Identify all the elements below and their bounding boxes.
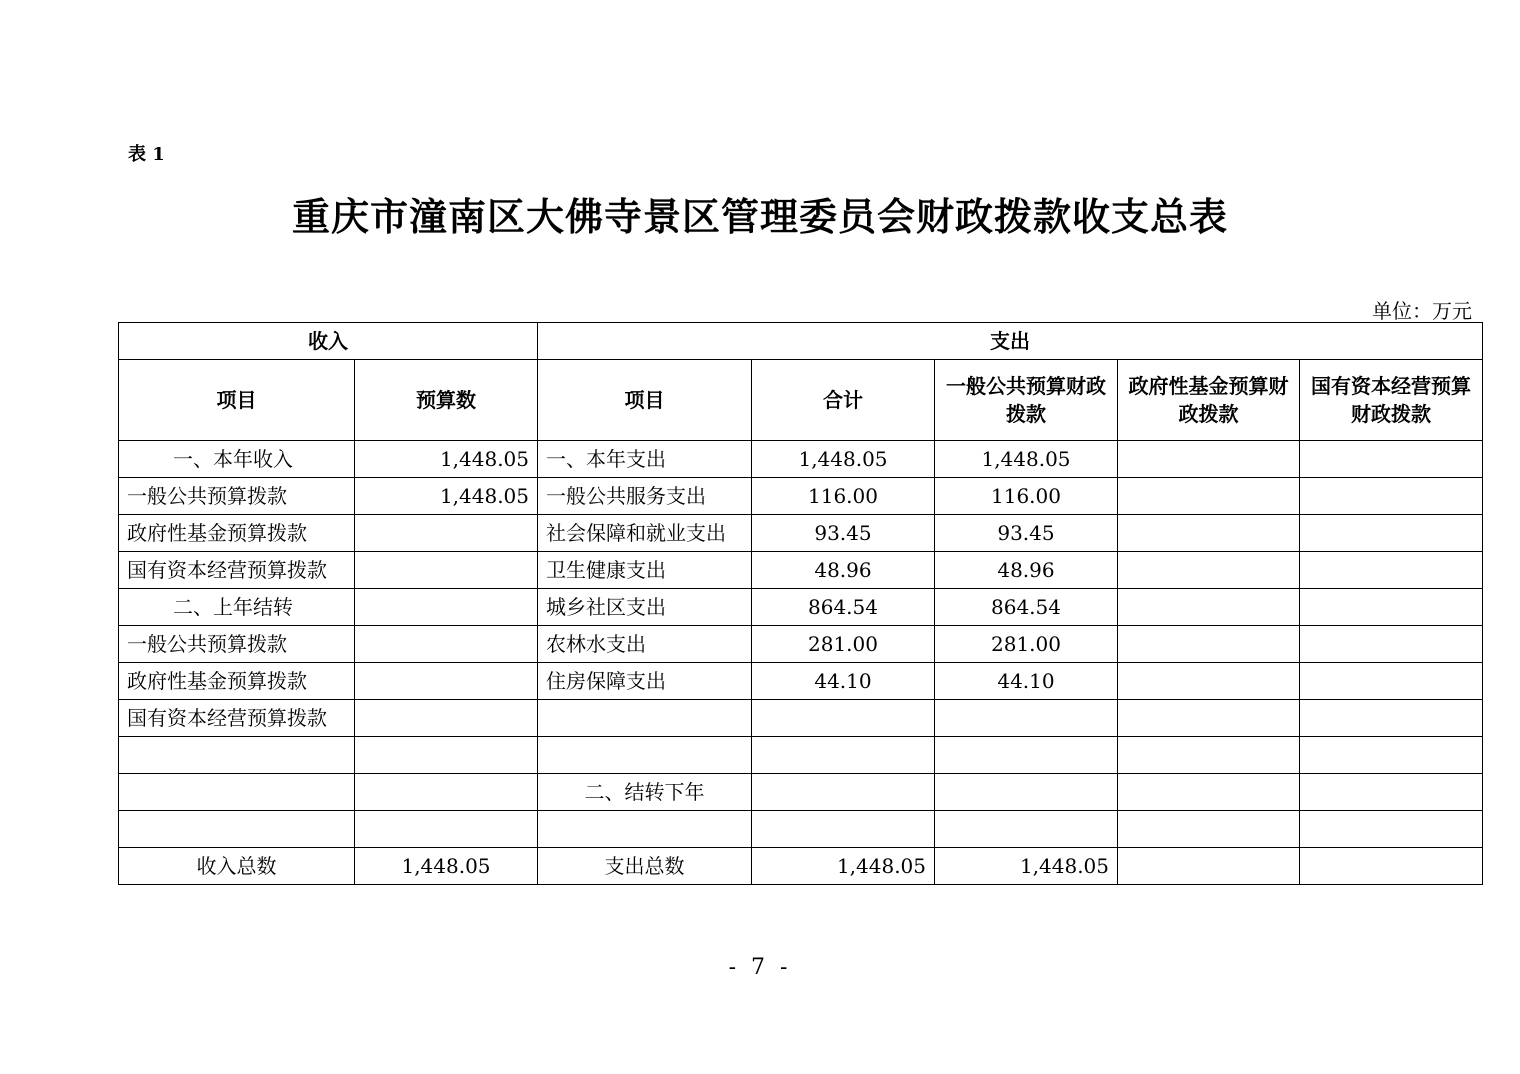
table-row <box>119 737 1483 774</box>
income-budget <box>355 811 538 848</box>
income-item: 二、上年结转 <box>119 589 355 626</box>
income-budget: 1,448.05 <box>355 478 538 515</box>
table-row <box>119 552 1483 589</box>
general-cell: 116.00 <box>935 478 1118 515</box>
table-row <box>119 626 1483 663</box>
income-total-label: 收入总数 <box>119 848 355 885</box>
general-cell: 1,448.05 <box>935 848 1118 885</box>
fund-cell <box>1118 663 1300 700</box>
fund-cell <box>1118 441 1300 478</box>
expense-group-header: 支出 <box>538 323 1483 360</box>
total-cell <box>752 700 935 737</box>
page-title: 重庆市潼南区大佛寺景区管理委员会财政拨款收支总表 <box>291 195 1228 239</box>
income-budget: 1,448.05 <box>355 441 538 478</box>
table-row <box>119 811 1483 848</box>
expense-item: 二、结转下年 <box>538 774 752 811</box>
expense-item: 住房保障支出 <box>538 663 752 700</box>
fund-cell <box>1118 737 1300 774</box>
capital-cell <box>1300 774 1483 811</box>
fund-cell <box>1118 552 1300 589</box>
capital-cell <box>1300 663 1483 700</box>
capital-cell <box>1300 478 1483 515</box>
fund-cell <box>1118 700 1300 737</box>
total-cell: 1,448.05 <box>752 441 935 478</box>
table-row <box>119 663 1483 700</box>
expense-item: 社会保障和就业支出 <box>538 515 752 552</box>
income-budget <box>355 589 538 626</box>
general-cell <box>935 774 1118 811</box>
total-cell: 48.96 <box>752 552 935 589</box>
income-group-header: 收入 <box>119 323 538 360</box>
general-cell <box>935 737 1118 774</box>
col-header-income-item: 项目 <box>119 360 355 441</box>
fund-cell <box>1118 478 1300 515</box>
income-item: 一般公共预算拨款 <box>119 478 355 515</box>
expense-item: 农林水支出 <box>538 626 752 663</box>
income-item: 政府性基金预算拨款 <box>119 515 355 552</box>
income-item <box>119 774 355 811</box>
total-cell: 1,448.05 <box>752 848 935 885</box>
capital-cell <box>1300 552 1483 589</box>
col-header-total: 合计 <box>752 360 935 441</box>
expense-item <box>538 737 752 774</box>
income-item: 一般公共预算拨款 <box>119 626 355 663</box>
table-row <box>119 441 1483 478</box>
total-cell: 93.45 <box>752 515 935 552</box>
table-row-totals <box>119 848 1483 885</box>
expense-item <box>538 700 752 737</box>
table-row <box>119 774 1483 811</box>
capital-cell <box>1300 589 1483 626</box>
capital-cell <box>1300 515 1483 552</box>
table-label: 表 1 <box>128 144 165 165</box>
income-budget <box>355 774 538 811</box>
general-cell <box>935 811 1118 848</box>
income-item: 国有资本经营预算拨款 <box>119 700 355 737</box>
page-number: - 7 - <box>728 955 792 980</box>
fund-cell <box>1118 811 1300 848</box>
col-header-expense-item: 项目 <box>538 360 752 441</box>
column-header-row <box>119 360 1483 441</box>
table-row <box>119 700 1483 737</box>
total-cell <box>752 811 935 848</box>
general-cell: 1,448.05 <box>935 441 1118 478</box>
expense-item: 一、本年支出 <box>538 441 752 478</box>
budget-summary-table <box>118 322 1483 885</box>
unit-label: 单位：万元 <box>1372 299 1472 323</box>
income-total-value: 1,448.05 <box>355 848 538 885</box>
income-item: 国有资本经营预算拨款 <box>119 552 355 589</box>
col-header-income-budget: 预算数 <box>355 360 538 441</box>
fund-cell <box>1118 626 1300 663</box>
income-budget <box>355 552 538 589</box>
general-cell: 48.96 <box>935 552 1118 589</box>
general-cell: 281.00 <box>935 626 1118 663</box>
col-header-fund: 政府性基金预算财政拨款 <box>1118 360 1300 441</box>
income-item: 政府性基金预算拨款 <box>119 663 355 700</box>
expense-item: 卫生健康支出 <box>538 552 752 589</box>
fund-cell <box>1118 589 1300 626</box>
general-cell <box>935 700 1118 737</box>
total-cell: 864.54 <box>752 589 935 626</box>
income-budget <box>355 700 538 737</box>
income-budget <box>355 515 538 552</box>
total-cell: 281.00 <box>752 626 935 663</box>
expense-item: 一般公共服务支出 <box>538 478 752 515</box>
income-budget <box>355 626 538 663</box>
income-budget <box>355 737 538 774</box>
table-row <box>119 515 1483 552</box>
income-item <box>119 737 355 774</box>
total-cell: 44.10 <box>752 663 935 700</box>
fund-cell <box>1118 774 1300 811</box>
table-row <box>119 589 1483 626</box>
total-cell <box>752 774 935 811</box>
total-cell <box>752 737 935 774</box>
group-header-row <box>119 323 1483 360</box>
capital-cell <box>1300 700 1483 737</box>
income-item: 一、本年收入 <box>119 441 355 478</box>
income-budget <box>355 663 538 700</box>
col-header-capital: 国有资本经营预算财政拨款 <box>1300 360 1483 441</box>
expense-total-label: 支出总数 <box>538 848 752 885</box>
capital-cell <box>1300 811 1483 848</box>
expense-item <box>538 811 752 848</box>
total-cell: 116.00 <box>752 478 935 515</box>
col-header-general: 一般公共预算财政拨款 <box>935 360 1118 441</box>
expense-item: 城乡社区支出 <box>538 589 752 626</box>
fund-cell <box>1118 848 1300 885</box>
capital-cell <box>1300 441 1483 478</box>
capital-cell <box>1300 737 1483 774</box>
income-item <box>119 811 355 848</box>
fund-cell <box>1118 515 1300 552</box>
table-row <box>119 478 1483 515</box>
general-cell: 44.10 <box>935 663 1118 700</box>
capital-cell <box>1300 626 1483 663</box>
general-cell: 93.45 <box>935 515 1118 552</box>
capital-cell <box>1300 848 1483 885</box>
general-cell: 864.54 <box>935 589 1118 626</box>
